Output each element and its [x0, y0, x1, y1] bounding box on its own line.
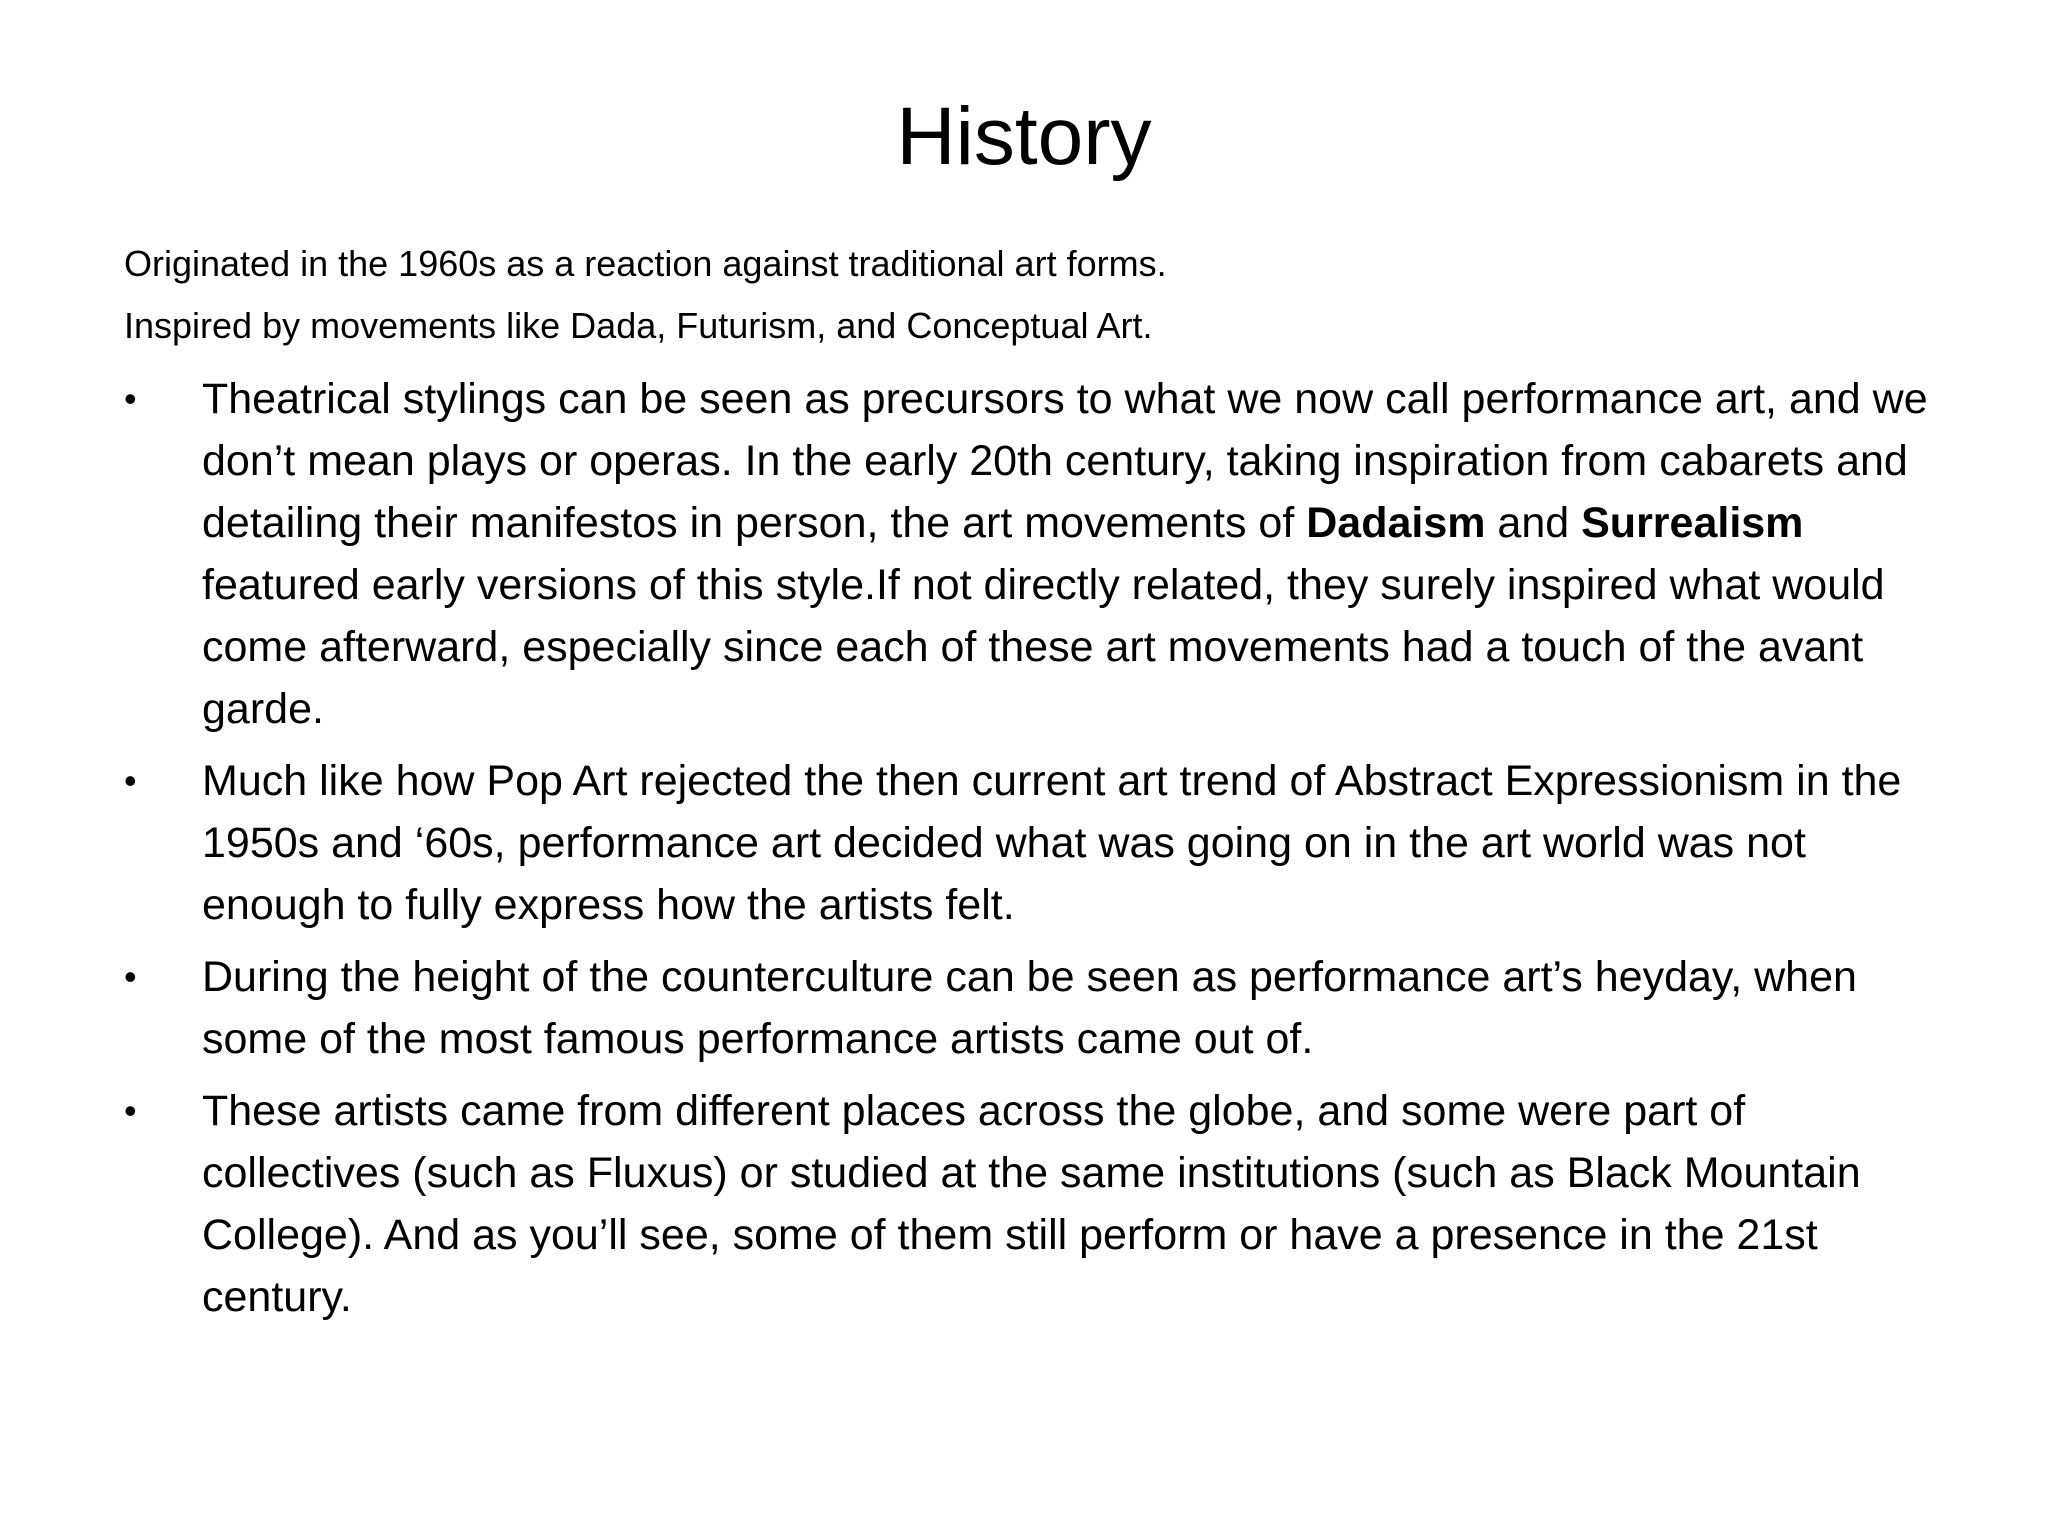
slide-title: History [896, 91, 1152, 182]
bullet-item-3 [124, 946, 1944, 1070]
bullet-item-4 [124, 1080, 1944, 1328]
bullet-2-text: Much like how Pop Art rejected the then current art trend of Abstract Expressionism in the 1950s and ‘60s, performance art decided what was going on in the art world was not enough to fully express how the artists felt. [202, 757, 1902, 929]
bullet-item-2 [124, 750, 1944, 936]
bullet-icon: • [124, 956, 137, 997]
bullet-1-bold-surrealism: Surrealism [1581, 499, 1804, 547]
bullet-1-text-part-2: and [1485, 499, 1582, 547]
bullet-4-text: These artists came from different places across the globe, and some were part of collectives (such as Fluxus) or studied at the same institutions (such as Black Mountain College). And as you’ll see, some of them still perform or have a presence in the 21st century. [202, 1087, 1861, 1321]
bullet-1-text-part-3: featured early versions of this style.If not directly related, they surely inspired what would come afterward, especially since each of these art movements had a touch of the avant garde. [202, 561, 1885, 733]
bullet-item-1 [124, 368, 1944, 740]
bullet-icon: • [124, 760, 137, 801]
bullet-3-text: During the height of the counterculture can be seen as performance art’s heyday, when some of the most famous performance artists came out of. [202, 953, 1857, 1063]
intro-line-2: Inspired by movements like Dada, Futurism, and Conceptual Art. [124, 305, 1153, 346]
intro-line-1: Originated in the 1960s as a reaction against traditional art forms. [124, 243, 1167, 284]
bullet-list [124, 368, 1944, 1338]
bullet-1-bold-dadaism: Dadaism [1306, 499, 1486, 547]
bullet-1-text-part-1: Theatrical stylings can be seen as precursors to what we now call performance art, and we don’t mean plays or operas. In the early 20th century, taking inspiration from cabarets and detailing their manifestos in person, the art movements of [202, 375, 1928, 547]
bullet-icon: • [124, 1090, 137, 1131]
bullet-icon: • [124, 378, 137, 419]
